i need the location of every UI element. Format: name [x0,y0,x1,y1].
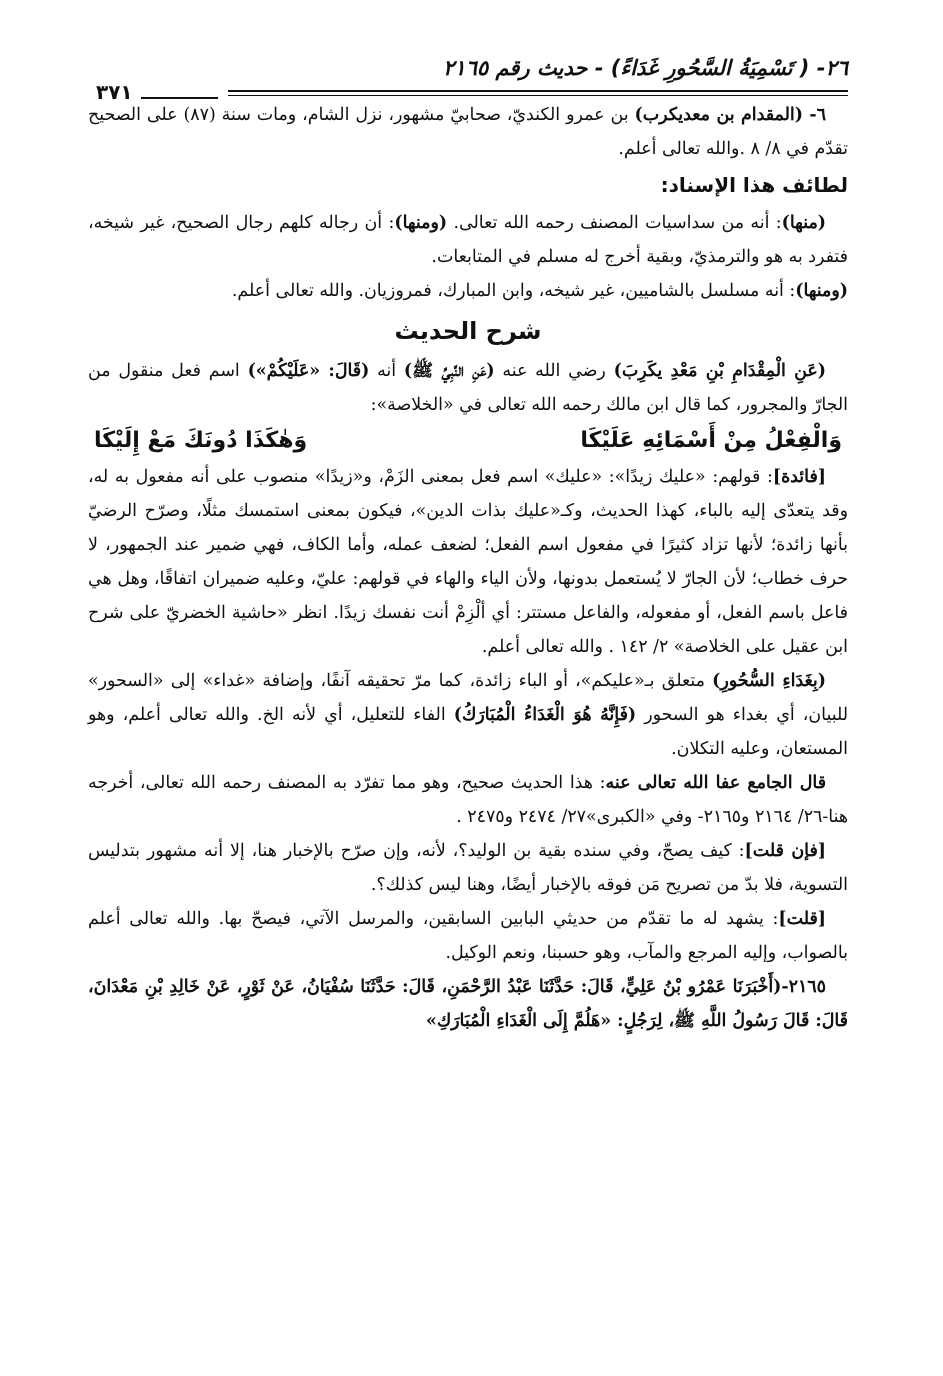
running-head [88,50,848,104]
quote: (فَإِنَّهُ هُوَ الْغَدَاءُ الْمُبَارَكُ) [453,705,637,725]
book-page [88,50,848,1038]
text: متعلق بـ«عليكم»، أو الباء زائدة، كما مرّ تحقيقه آنفًا، وإضافة «غداء» إلى «السحور» للبيان، أي بغداء هو السحور [88,671,849,725]
text: : قولهم: «عليك زيدًا»: «عليك» اسم فعل بمعنى الزَمْ، و«زيدًا» منصوب على أنه مفعول به له، وقد يتعدّى إليه بالباء، كهذا الحديث، وكـ«عليك بذات الدين»، فيكون بمعنى استمسك مثلًا، وصرّح الرضيّ بأنها زائدة؛ لأنها تزاد كثيرًا في مفعول اسم الفعل؛ لضعف عمله، وأما الكاف، فهي ضمير عند الجمهور، لا حرف خطاب؛ لأن الجارّ لا يُستعمل بدونها، ولأن الياء والهاء في قولهم: عليّ، وعليه ضميران اتفاقًا، وهل هي فاعل باسم الفعل، أو مفعوله، والفاعل مستتر: أي ألْزِمْ أنت نفسك زيدًا. انظر «حاشية الخضريّ على شرح ابن عقيل على الخلاصة» ٢/ ١٤٢ . والله تعالى أعلم. [88,467,848,657]
answer-paragraph [88,902,848,970]
label: (ومنها) [394,213,448,233]
objection-paragraph [88,834,848,902]
narrator-text: بن عمرو الكنديّ، صحابيّ مشهور، نزل الشام، ومات سنة (٨٧) على الصحيح تقدّم في ٨/ ٨ .والله تعالى أعلم. [88,105,848,159]
text: : يشهد له ما تقدّم من حديثي البابين السابقين، والمرسل الآتي، فيصحّ بها. والله تعالى أعلم بالصواب، وإليه المرجع والمآب، وهو حسبنا، ونعم الوكيل. [88,909,848,963]
text: : أنه مسلسل بالشاميين، غير شيخه، وابن المبارك، فمروزيان. والله تعالى أعلم. [231,281,796,301]
label: [قلت] [778,909,826,929]
header-rule-thin [228,95,848,96]
text: : أن رجاله كلهم رجال الصحيح، غير شيخه، فتفرد به هو والترمذيّ، وبقية أخرج له مسلم في المتابعات. [88,213,848,267]
hadith-commentary-heading: شرح الحديث [394,317,542,345]
quote: (عَنِ النَّبِيِّ ﷺ) [403,361,495,381]
chapter-title: ٢٦- ( تَسْمِيَةُ السَّحُورِ غَدَاءً) - حديث رقم ٢١٦٥ [443,56,848,80]
header-rule [228,90,848,92]
compiler-note [88,766,848,834]
narrator-note [88,98,848,166]
text: أنه [369,361,404,381]
page-number: ٣٧١ [88,80,141,104]
text: : كيف يصحّ، وفي سنده بقية بن الوليد؟، لأنه، وإن صرّح بالإخبار هنا، إلا أنه مشهور بتدليس التسوية، فلا بدّ من تصريح مَن فوقه بالإخبار أيضًا، وهنا ليس كذلك؟. [88,841,848,895]
label: (ومنها) [795,281,848,301]
label: [فائدة] [772,467,826,487]
poetry-verse [94,422,842,460]
text: اسم فعل منقول من الجارّ والمجرور، كما قال ابن مالك رحمه الله تعالى في «الخلاصة»: [88,361,848,415]
label: (منها) [781,213,826,233]
label: قال الجامع عفا الله تعالى عنه [605,773,827,793]
label: [فإن قلت] [744,841,826,861]
verse-hemistich-1: وَالْفِعْلُ مِنْ أَسْمَائِهِ عَلَيْكَا [580,428,842,453]
commentary-paragraph-1 [88,354,848,422]
quote: (بِغَدَاءِ السُّحُورِ) [712,671,826,691]
isnad-paragraph-1 [88,206,848,274]
benefit-paragraph [88,460,848,664]
quote: (قَالَ: «عَلَيْكُمْ») [247,361,370,381]
text: : هذا الحديث صحيح، وهو مما تفرّد به المصنف رحمه الله تعالى، أخرجه هنا-٢٦/ ٢١٦٤ و٢١٦٥- وفي «الكبرى»٢٧/ ٢٤٧٤ و٢٤٧٥ . [88,773,848,827]
text: : أنه من سداسيات المصنف رحمه الله تعالى. [447,213,782,233]
isnad-heading: لطائف هذا الإسناد: [660,173,848,197]
quote: (عَنِ الْمِقْدَامِ بْنِ مَعْدِ يكَرِبَ) [613,361,826,381]
hadith-text-2165: ٢١٦٥-(أَخْبَرَنَا عَمْرُو بْنُ عَلِيٍّ، قَالَ: حَدَّثَنَا عَبْدُ الرَّحْمَنِ، قَالَ: حَدَّثَنَا سُفْيَانُ، عَنْ ثَوْرٍ، عَنْ خَالِدِ بْنِ مَعْدَانَ، قَالَ: قَالَ رَسُولُ اللَّهِ ﷺ، لِرَجُلٍ: «هَلُمَّ إِلَى الْغَدَاءِ الْمُبَارَكِ» [88,977,848,1031]
verse-hemistich-2: وَهٰكَذَا دُونَكَ مَعْ إِلَيْكَا [94,428,308,453]
text: رضي الله عنه [494,361,614,381]
narrator-name: ٦- (المقدام بن معديكرب) [634,105,826,125]
isnad-paragraph-2 [88,274,848,308]
commentary-paragraph-2 [88,664,848,766]
text: الفاء للتعليل، أي لأنه الخ. والله تعالى أعلم، وهو المستعان، وعليه التكلان. [88,705,848,759]
